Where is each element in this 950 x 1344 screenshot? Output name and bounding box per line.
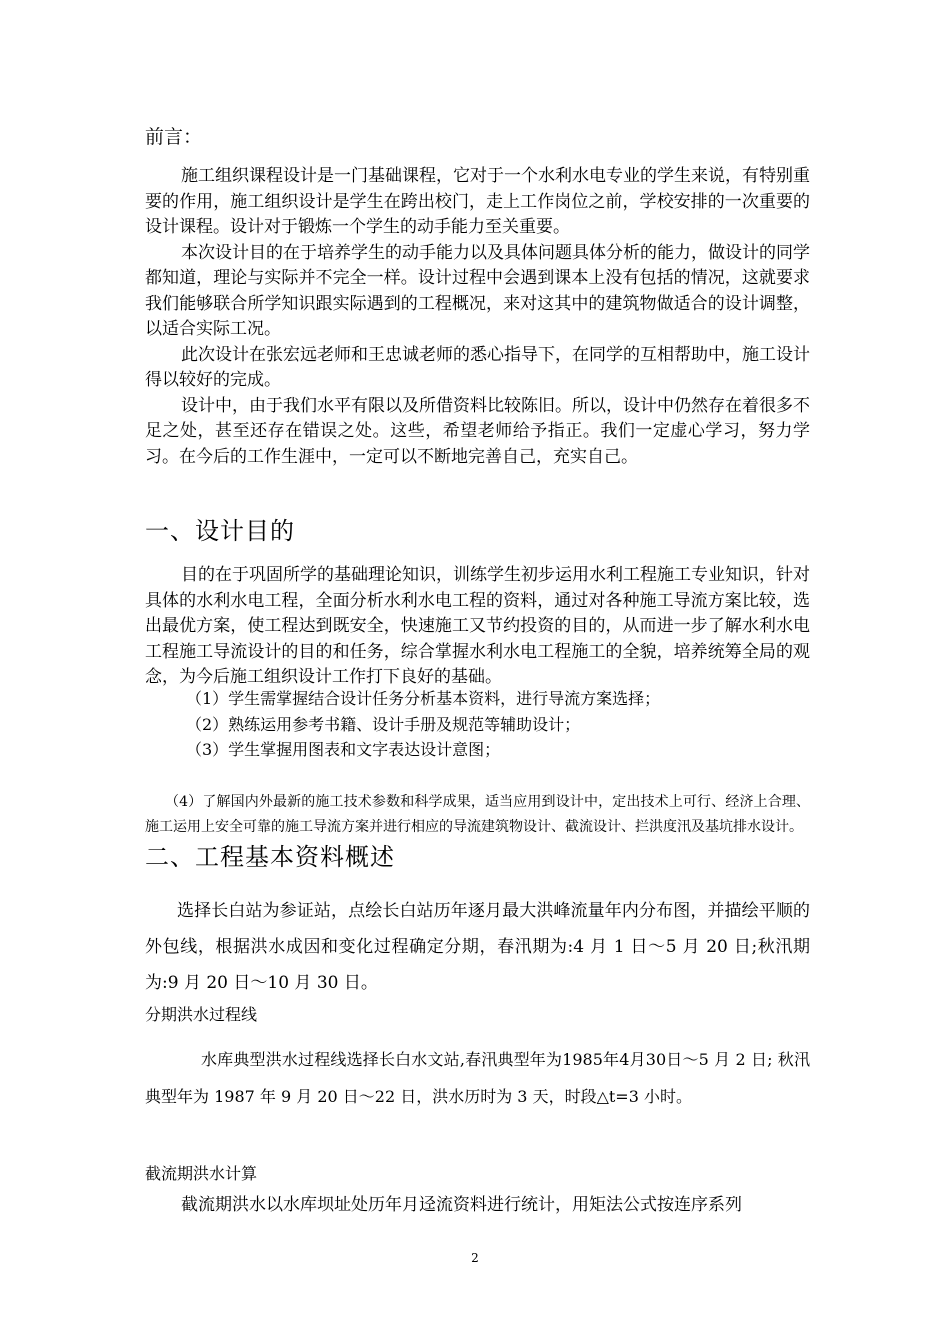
section-1-item-4	[145, 790, 810, 840]
preface-paragraph-1: 施工组织课程设计是一门基础课程，它对于一个水利水电专业的学生来说，有特别重要的作用，施工组织设计是学生在跨出校门，走上工作岗位之前，学校安排的一次重要的设计课程。设计对于锻炼一个学生的动手能力至关重要。	[145, 166, 810, 237]
section-2-title: 二、工程基本资料概述	[145, 843, 395, 871]
list-item: （1）学生需掌握结合设计任务分析基本资料，进行导流方案选择；	[186, 689, 661, 708]
preface-paragraph-3: 此次设计在张宏远老师和王忠诚老师的悉心指导下，在同学的互相帮助中，施工设计得以较好的完成。	[145, 344, 810, 390]
section-1-title: 一、设计目的	[145, 517, 295, 545]
preface-paragraph-2: 本次设计目的在于培养学生的动手能力以及具体问题具体分析的能力，做设计的同学都知道，理论与实际并不完全一样。设计过程中会遇到课本上没有包括的情况，这就要求我们能够联合所学知识跟实际遇到的工程概况，来对这其中的建筑物做适合的设计调整，以适合实际工况。	[145, 242, 810, 339]
section-1-body	[145, 563, 810, 691]
list-item: （4）了解国内外最新的施工技术参数和科学成果，适当应用到设计中，定出技术上可行、经济上合理、施工运用上安全可靠的施工导流方案并进行相应的导流建筑物设计、截流设计、拦洪度汛及基坑排水设计。	[145, 794, 810, 835]
section-1-list	[186, 686, 806, 763]
subsection-title: 截流期洪水计算	[145, 1164, 258, 1183]
page-number: 2	[471, 1251, 479, 1265]
subsection-title: 分期洪水过程线	[145, 1005, 258, 1024]
subsection-body	[145, 1193, 810, 1219]
subsection-paragraph: 截流期洪水以水库坝址处历年月迳流资料进行统计，用矩法公式按连序系列	[181, 1195, 742, 1215]
preface-paragraph-4: 设计中，由于我们水平有限以及所借资料比较陈旧。所以，设计中仍然存在着很多不足之处，甚至还存在错误之处。这些，希望老师给予指正。我们一定虚心学习，努力学习。在今后的工作生涯中，一定可以不断地完善自己，充实自己。	[145, 395, 810, 467]
section-2-body	[145, 893, 810, 1001]
section-2-paragraph: 选择长白站为参证站，点绘长白站历年逐月最大洪峰流量年内分布图，并描绘平顺的外包线，根据洪水成因和变化过程确定分期，春汛期为:4 月 1 日～5 月 20 日;秋汛期为:9 月 20 日～10 月 30 日。	[145, 901, 810, 993]
list-item: （3）学生掌握用图表和文字表达设计意图；	[186, 740, 501, 759]
preface-title: 前言：	[145, 126, 203, 148]
subsection-body	[145, 1041, 810, 1115]
preface-body	[145, 164, 810, 470]
list-item: （2）熟练运用参考书籍、设计手册及规范等辅助设计；	[186, 714, 581, 734]
section-1-paragraph: 目的在于巩固所学的基础理论知识，训练学生初步运用水利工程施工专业知识，针对具体的水利水电工程，全面分析水利水电工程的资料，通过对各种施工导流方案比较，选出最优方案，使工程达到既安全，快速施工又节约投资的目的，从而进一步了解水利水电工程施工导流设计的目的和任务，综合掌握水利水电工程施工的全貌，培养统筹全局的观念，为今后施工组织设计工作打下良好的基础。	[145, 565, 810, 687]
subsection-paragraph: 水库典型洪水过程线选择长白水文站,春汛典型年为1985年4月30日～5 月 2 日; 秋汛典型年为 1987 年 9 月 20 日～22 日，洪水历时为 3 天，时段△t=3 小时。	[145, 1050, 810, 1106]
